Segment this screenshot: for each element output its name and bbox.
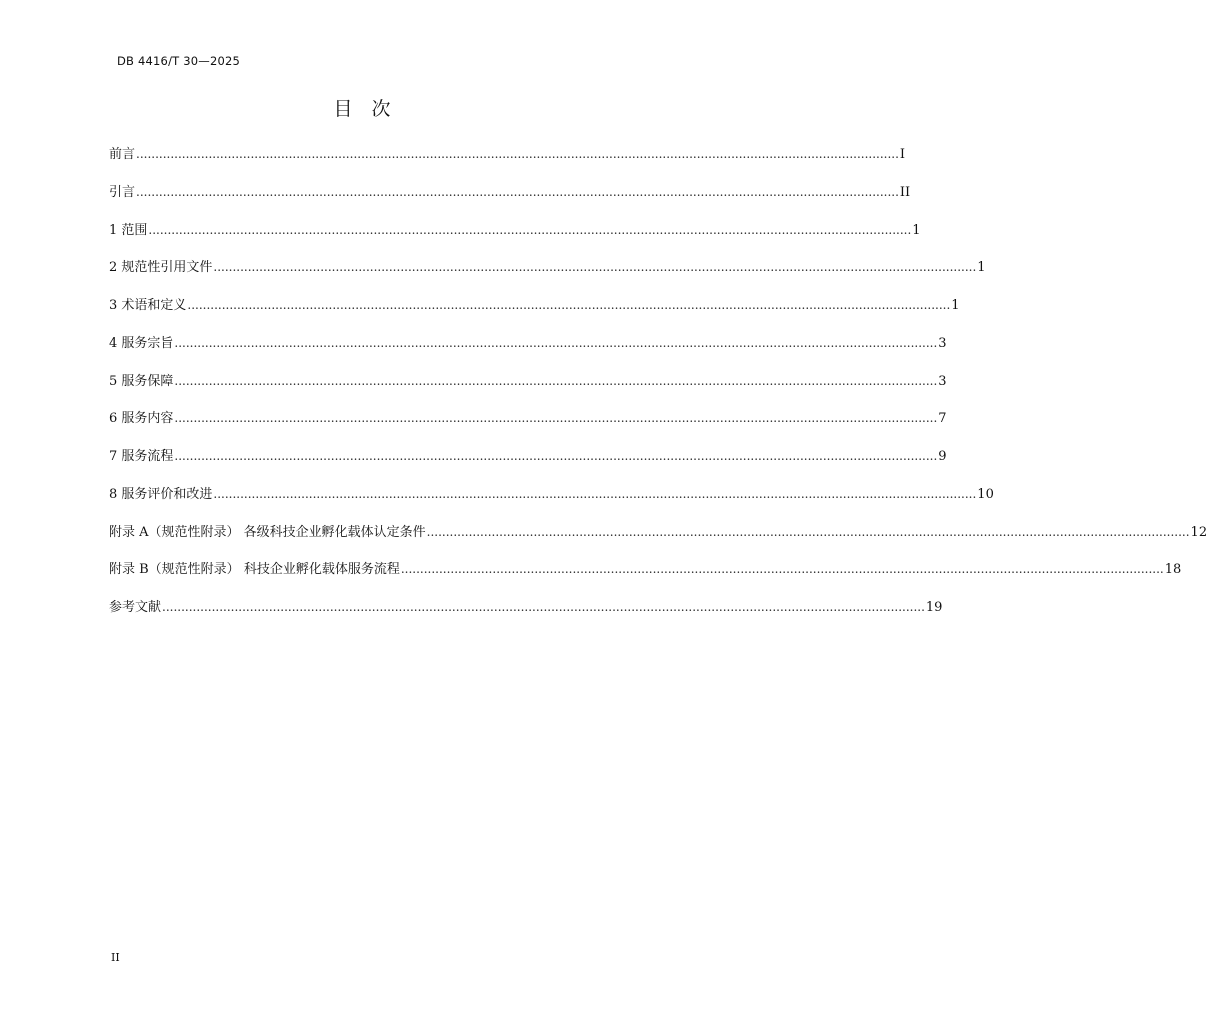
toc-entry-label: 7 服务流程: [109, 449, 174, 464]
toc-entry-page: 1: [951, 298, 960, 313]
toc-entry[interactable]: [109, 372, 947, 410]
toc-entry[interactable]: [109, 447, 947, 485]
toc-entry[interactable]: [109, 485, 994, 523]
toc-entry-page: I: [899, 147, 906, 162]
toc-leader-dots: ........................................................................................................................................................................................................: [174, 411, 938, 426]
toc-entry[interactable]: [109, 523, 1207, 561]
toc-leader-dots: ........................................................................................................................................................................................................: [213, 260, 977, 275]
toc-leader-dots: ........................................................................................................................................................................................................: [174, 449, 938, 463]
toc-entry[interactable]: [109, 258, 986, 296]
toc-entry-page: 12: [1190, 524, 1207, 540]
toc-entry-page: 7: [938, 411, 947, 427]
toc-entry-label: 3 术语和定义: [109, 298, 187, 313]
toc-entry-label: 1 范围: [109, 222, 148, 238]
toc-entry[interactable]: [109, 183, 911, 221]
toc-entry-label: 前言: [109, 147, 136, 162]
toc-entry[interactable]: [109, 145, 906, 183]
toc-entry-label: 6 服务内容: [109, 411, 174, 427]
toc-leader-dots: ........................................................................................................................................................................................................: [174, 373, 938, 388]
toc-entry-page: 18: [1164, 562, 1182, 578]
toc-entry-label: 5 服务保障: [109, 373, 174, 389]
toc-leader-dots: ........................................................................................................................................................................................................: [213, 486, 977, 501]
page-number: II: [111, 951, 120, 964]
toc-entry-page: 3: [938, 373, 947, 389]
toc-leader-dots: ........................................................................................................................................................................................................: [148, 222, 912, 237]
toc-entry-page: 19: [925, 600, 943, 615]
toc-leader-dots: ........................................................................................................................................................................................................: [136, 147, 899, 161]
toc-entry-label: 8 服务评价和改进: [109, 486, 213, 502]
toc-leader-dots: ........................................................................................................................................................................................................: [400, 562, 1164, 577]
toc-entry-label: 参考文献: [109, 600, 162, 615]
toc-entry[interactable]: [109, 409, 947, 447]
toc-leader-dots: ........................................................................................................................................................................................................: [136, 184, 899, 199]
toc-entry[interactable]: [109, 296, 960, 334]
toc-entry-label: 附录 B（规范性附录） 科技企业孵化载体服务流程: [109, 562, 400, 578]
toc-entry-page: 3: [938, 335, 947, 351]
toc-leader-dots: ........................................................................................................................................................................................................: [162, 600, 925, 614]
toc-entry[interactable]: [109, 334, 947, 372]
toc-entry[interactable]: [109, 221, 921, 259]
toc-entry-page: 1: [912, 222, 921, 238]
toc-leader-dots: ........................................................................................................................................................................................................: [174, 335, 938, 350]
toc-entry-label: 2 规范性引用文件: [109, 260, 213, 276]
toc-entry-page: 10: [977, 486, 994, 502]
document-code: DB 4416/T 30—2025: [117, 54, 241, 68]
table-of-contents: [109, 145, 1207, 636]
toc-entry-page: II: [899, 184, 911, 200]
toc-entry[interactable]: [109, 598, 943, 636]
toc-entry[interactable]: [109, 560, 1182, 598]
toc-entry-page: 1: [977, 260, 986, 276]
toc-entry-label: 附录 A（规范性附录） 各级科技企业孵化载体认定条件: [109, 524, 426, 540]
toc-leader-dots: ........................................................................................................................................................................................................: [187, 298, 951, 312]
toc-leader-dots: ........................................................................................................................................................................................................: [426, 524, 1190, 539]
toc-entry-page: 9: [938, 449, 947, 464]
toc-title: 目 次: [333, 98, 391, 120]
toc-entry-label: 4 服务宗旨: [109, 335, 174, 351]
toc-entry-label: 引言: [109, 184, 136, 200]
